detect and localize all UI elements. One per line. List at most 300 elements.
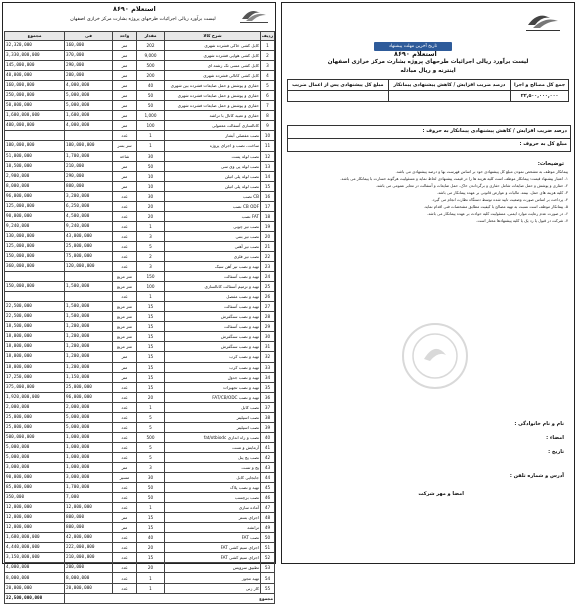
cell-col-qty: 30 <box>137 151 165 161</box>
cell-col-qty: 5 <box>137 422 165 432</box>
header-col-unit: واحد <box>113 32 137 41</box>
amount-in-words-field[interactable]: مبلغ کل به حروف : <box>519 141 567 147</box>
notes-title: توضیحات: <box>537 161 564 167</box>
cell-col-unit: عدد <box>113 553 137 563</box>
cell-col-row: 36 <box>261 392 275 402</box>
table-row <box>5 81 275 91</box>
cell-col-desc: حفاری و تعبیه کانال با تراشه <box>165 111 261 121</box>
cell-col-desc: تهیه مجوز <box>165 573 261 583</box>
table-row <box>5 121 275 131</box>
cell-col-unit: متر <box>113 462 137 472</box>
cell-col-total: 9,240,000 <box>5 221 65 231</box>
cell-col-total: 90,000,000 <box>5 211 65 221</box>
cell-col-price: 3,000,000 <box>65 473 113 483</box>
cell-col-total: 8,000,000 <box>5 573 65 583</box>
cell-col-row: 5 <box>261 81 275 91</box>
cell-col-unit: عدد <box>113 231 137 241</box>
cell-col-total: 12,000,000 <box>5 513 65 523</box>
cell-col-total: 10,500,000 <box>5 161 65 171</box>
cell-col-row: 43 <box>261 462 275 472</box>
cell-col-qty: 500 <box>137 61 165 71</box>
cell-col-desc: اجرای سیم کشی FAT <box>165 553 261 563</box>
table-row <box>5 101 275 111</box>
cell-col-qty: 5 <box>137 442 165 452</box>
cell-col-qty: 15 <box>137 352 165 362</box>
cell-col-row: 13 <box>261 161 275 171</box>
cell-col-total <box>5 131 65 141</box>
cell-col-price: 1,600,000 <box>65 111 113 121</box>
cell-col-desc: حفاری و پوشش و حمل ضایعات فشرده شهری <box>165 91 261 101</box>
cell-col-qty: 50 <box>137 161 165 171</box>
table-row <box>5 312 275 322</box>
cell-col-unit: متر <box>113 161 137 171</box>
cell-col-desc: کابل کشی هوایی فشرده شهری <box>165 51 261 61</box>
cell-col-price: 370,000 <box>65 51 113 61</box>
cell-col-qty: 3 <box>137 462 165 472</box>
cell-col-row: 18 <box>261 211 275 221</box>
cell-col-total: 3,150,000,000 <box>5 553 65 563</box>
cell-col-price: 800,000 <box>65 181 113 191</box>
cell-col-unit: عدد <box>113 533 137 543</box>
table-row <box>5 533 275 543</box>
cell-col-qty: 20 <box>137 201 165 211</box>
cell-col-price: 20,000,000 <box>65 583 113 593</box>
cell-col-qty: 5 <box>137 452 165 462</box>
cell-col-price: 160,000 <box>65 41 113 51</box>
cell-col-price: 2,000,000 <box>65 402 113 412</box>
cell-col-row: 25 <box>261 282 275 292</box>
cell-col-unit: متر <box>113 181 137 191</box>
cell-col-price: 1,000,000 <box>65 452 113 462</box>
cell-col-price <box>65 292 113 302</box>
cell-col-total <box>5 272 65 282</box>
price-list-title: لیست برآورد ریالی اجرائیات طرحهای پروژه بشارت مرکز خرازی اصفهان <box>70 17 216 22</box>
cell-col-qty: 40 <box>137 81 165 91</box>
note-item: ۳- کلیه هزینه های حمل، بیمه، مالیات و عوارض قانونی بر عهده پیمانکار می باشد. <box>436 190 568 195</box>
cell-col-desc: نصب تیر فلزی <box>165 251 261 261</box>
cell-col-row: 50 <box>261 533 275 543</box>
offer-percent-field[interactable] <box>388 91 511 102</box>
cell-col-total: 2,900,000 <box>5 171 65 181</box>
cell-col-desc: نصب لوله پلی اتیلن <box>165 171 261 181</box>
cell-col-qty: 5 <box>137 241 165 251</box>
cell-col-desc: کانالسازی آسفالت معمولی <box>165 121 261 131</box>
cell-col-qty: 20 <box>137 563 165 573</box>
inquiry-number: استعلام ۸۶۹۰ <box>394 50 437 58</box>
cell-col-price: 9,240,000 <box>65 221 113 231</box>
cell-col-qty: 15 <box>137 322 165 332</box>
table-row <box>5 251 275 261</box>
note-item: پیمانکار موظف به مشخص نمودن مبلغ کل پیشنهادی خود بر اساس فهرست بها و درصد پیشنهادی می باشد. <box>395 169 568 174</box>
table-row <box>5 41 275 51</box>
cell-col-total: 3,000,000 <box>5 462 65 472</box>
cell-col-row: 54 <box>261 573 275 583</box>
cell-col-row: 35 <box>261 382 275 392</box>
cell-col-price: 7,000 <box>65 493 113 503</box>
offer-table <box>287 79 569 102</box>
cell-col-price: 222,000,000 <box>65 543 113 553</box>
cell-col-total: 4,440,000,000 <box>5 543 65 553</box>
cell-col-qty: 10 <box>137 171 165 181</box>
cell-col-row: 19 <box>261 221 275 231</box>
note-item: ۱- اعتبار پیشنهاد قیمت: پیمانکار موظف است کلیه هزینه ها را در قیمت پیشنهادی لحاظ نماید و مسئولیت هرگونه خسارت با پیمانکار می باشد. <box>340 176 568 181</box>
cell-col-desc: کابل کشی خاکی فشرده شهری <box>165 41 261 51</box>
cell-col-qty: 1 <box>137 573 165 583</box>
cell-col-price: 42,000,000 <box>65 533 113 543</box>
cell-col-price: 5,000,000 <box>65 412 113 422</box>
cell-col-unit: عدد <box>113 262 137 272</box>
cell-col-price: 1,500,000 <box>65 312 113 322</box>
cell-col-row: 15 <box>261 181 275 191</box>
cell-col-row: 42 <box>261 452 275 462</box>
cell-col-row: 7 <box>261 101 275 111</box>
cell-col-row: 53 <box>261 563 275 573</box>
cell-col-price: 1,200,000 <box>65 342 113 352</box>
cell-col-desc: جابجایی کابل <box>165 473 261 483</box>
cell-col-row: 41 <box>261 442 275 452</box>
price-list-table <box>4 31 275 604</box>
cell-col-qty: 50 <box>137 483 165 493</box>
offer-header-percent: درصد ضریب افزایش / کاهش پیشنهادی پیمانکار <box>388 80 511 91</box>
cell-col-unit: مسیر <box>113 473 137 483</box>
cell-col-total: 12,000,000 <box>5 503 65 513</box>
cell-col-qty: 15 <box>137 513 165 523</box>
cell-col-qty: 1 <box>137 503 165 513</box>
cell-col-desc: تهیه و نصب آسفالت <box>165 302 261 312</box>
cell-col-total: 18,000,000 <box>5 342 65 352</box>
cell-col-unit: متر <box>113 372 137 382</box>
table-row <box>5 362 275 372</box>
cell-col-price: 6,250,000 <box>65 201 113 211</box>
cell-col-price: 1,200,000 <box>65 352 113 362</box>
table-row <box>5 503 275 513</box>
footer-name-label[interactable]: نام و نام خانوادگی : <box>514 421 564 427</box>
table-row <box>5 262 275 272</box>
cell-col-total: 25,000,000 <box>5 422 65 432</box>
offer-header-final: مبلغ کل پیشنهادی پس از اعمال ضریب <box>288 80 389 91</box>
cell-col-price: 5,000,000 <box>65 91 113 101</box>
cell-col-price: 8,000,000 <box>65 573 113 583</box>
cell-col-total: 250,000,000 <box>5 91 65 101</box>
cell-col-desc: تهیه و نصب پلاک <box>165 483 261 493</box>
cell-col-price: 4,500,000 <box>65 211 113 221</box>
cell-col-unit: عدد <box>113 543 137 553</box>
cell-col-unit: متر <box>113 523 137 533</box>
cell-col-total: 18,000,000 <box>5 332 65 342</box>
cell-col-unit: متر <box>113 41 137 51</box>
table-row <box>5 221 275 231</box>
cell-col-total: 3,330,000,000 <box>5 51 65 61</box>
note-item: ۲- حفاری و پوشش و حمل ضایعات شامل حفاری و برگرداندن خاک، حمل ضایعات و آسفالت در معابر عمومی می باشد. <box>375 183 568 188</box>
table-row <box>5 513 275 523</box>
cell-col-desc: نصب و راه اندازی fat/otbiodc <box>165 432 261 442</box>
cell-col-qty: 1 <box>137 292 165 302</box>
cell-col-unit: متر <box>113 91 137 101</box>
cell-col-total: 22,500,000 <box>5 312 65 322</box>
cell-col-total: 51,000,000 <box>5 151 65 161</box>
cell-col-row: 20 <box>261 231 275 241</box>
cell-col-desc: حفاری و پوشش و حمل ضایعات فشرده شهری <box>165 101 261 111</box>
cell-col-qty: 50 <box>137 101 165 111</box>
cell-col-desc: آماده سازی <box>165 503 261 513</box>
cell-col-desc: تطبیق سرویس <box>165 563 261 573</box>
cell-col-desc: تهیه و نصب تجهیزات <box>165 382 261 392</box>
cell-col-row: 24 <box>261 272 275 282</box>
table-row <box>5 292 275 302</box>
cell-col-price: 1,700,000 <box>65 483 113 493</box>
table-row <box>5 332 275 342</box>
cell-col-row: 40 <box>261 432 275 442</box>
cell-col-qty: 40 <box>137 533 165 543</box>
cell-col-qty: 20 <box>137 211 165 221</box>
cell-col-desc: نصب لوله پی وی سی <box>165 161 261 171</box>
table-row <box>5 282 275 292</box>
cell-col-qty: 5 <box>137 412 165 422</box>
cell-col-row: 12 <box>261 151 275 161</box>
cell-col-total: 40,000,000 <box>5 71 65 81</box>
table-row <box>5 422 275 432</box>
cell-col-unit: متر <box>113 71 137 81</box>
cell-col-row: 6 <box>261 91 275 101</box>
cell-col-qty: 1 <box>137 583 165 593</box>
cell-col-unit: متر مربع <box>113 272 137 282</box>
cell-col-row: 37 <box>261 402 275 412</box>
cell-col-price: 25,000,000 <box>65 241 113 251</box>
cell-col-row: 32 <box>261 352 275 362</box>
table-row <box>5 131 275 141</box>
cell-col-price: 4,000,000 <box>65 121 113 131</box>
cell-col-desc: کابل کشی مسی تک رشته ای <box>165 61 261 71</box>
cell-col-price: 43,000,000 <box>65 231 113 241</box>
percent-in-words-field[interactable]: درصد ضریب افزایش / کاهش پیشنهادی پیمانکار به حروف : <box>288 126 570 139</box>
cell-col-price: 1,150,000 <box>65 372 113 382</box>
cell-col-row: 49 <box>261 523 275 533</box>
table-row <box>5 71 275 81</box>
cell-col-unit: شاخه <box>113 151 137 161</box>
cell-col-price: 1,200,000 <box>65 322 113 332</box>
cell-col-unit: متر مربع <box>113 282 137 292</box>
cell-col-unit: متر <box>113 61 137 71</box>
cell-col-row: 10 <box>261 131 275 141</box>
cell-col-row: 51 <box>261 543 275 553</box>
table-row <box>5 352 275 362</box>
table-row <box>5 111 275 121</box>
table-row <box>5 583 275 593</box>
table-row <box>5 372 275 382</box>
total-row <box>5 593 275 603</box>
cell-col-unit: عدد <box>113 412 137 422</box>
cell-col-price <box>65 272 113 282</box>
cell-col-qty: 15 <box>137 523 165 533</box>
header-col-desc: شرح کالا <box>165 32 261 41</box>
cell-col-unit: عدد <box>113 131 137 141</box>
cell-col-total: 1,600,000,000 <box>5 111 65 121</box>
cell-col-qty: 20 <box>137 543 165 553</box>
note-item: ۴- پرداخت بر اساس صورت وضعیت تایید شده توسط دستگاه نظارت انجام می گیرد. <box>431 197 568 202</box>
total-label: مجموع <box>65 593 275 603</box>
table-row <box>5 181 275 191</box>
cell-col-unit: متر <box>113 81 137 91</box>
cell-col-qty: 20 <box>137 392 165 402</box>
cell-col-price: 1,500,000 <box>65 302 113 312</box>
cell-col-qty: 3 <box>137 262 165 272</box>
table-row <box>5 493 275 503</box>
cell-col-total: 18,500,000 <box>5 322 65 332</box>
offer-words-box <box>287 125 571 152</box>
footer-address-label[interactable]: آدرس و شماره تلفن : <box>509 473 564 479</box>
header-col-row: ردیف <box>261 32 275 41</box>
table-row <box>5 412 275 422</box>
table-row <box>5 191 275 201</box>
cell-col-unit: سر بسر <box>113 141 137 151</box>
cell-col-unit: متر مربع <box>113 342 137 352</box>
notes-body <box>288 169 568 225</box>
cell-col-price: 1,000,000 <box>65 432 113 442</box>
cell-col-total <box>5 292 65 302</box>
cell-col-qty: 30 <box>137 191 165 201</box>
cell-col-qty: 50 <box>137 91 165 101</box>
header-col-qty: مقدار <box>137 32 165 41</box>
cell-col-unit: عدد <box>113 251 137 261</box>
cell-col-total: 1,680,000,000 <box>5 533 65 543</box>
cell-col-unit: عدد <box>113 493 137 503</box>
cell-col-total: 500,000,000 <box>5 432 65 442</box>
company-logo-icon <box>236 5 272 25</box>
cell-col-row: 33 <box>261 362 275 372</box>
cell-col-qty: 202 <box>137 41 165 51</box>
cell-col-unit: عدد <box>113 382 137 392</box>
footer-date-label[interactable]: تاریخ : <box>548 449 564 455</box>
cell-col-unit: متر مربع <box>113 332 137 342</box>
table-row <box>5 452 275 462</box>
cell-col-row: 38 <box>261 412 275 422</box>
cell-col-desc: تهیه و نصب مفصل <box>165 292 261 302</box>
cell-col-unit: متر مربع <box>113 322 137 332</box>
table-row <box>5 473 275 483</box>
cell-col-row: 44 <box>261 473 275 483</box>
cell-col-desc: ساخت، نصب و اجرای پروژه <box>165 141 261 151</box>
cell-col-total: 5,000,000 <box>5 452 65 462</box>
table-row <box>5 272 275 282</box>
cell-col-desc: اجرای سیم کشی FAT <box>165 543 261 553</box>
cell-col-qty: 15 <box>137 342 165 352</box>
table-row <box>5 483 275 493</box>
cell-col-row: 17 <box>261 201 275 211</box>
table-row <box>5 543 275 553</box>
cell-col-qty: 100 <box>137 121 165 131</box>
note-item: ۶- در صورت عدم رعایت موارد ایمنی، مسئولیت کلیه حوادث بر عهده پیمانکار می باشد. <box>427 211 568 216</box>
cell-col-total: 100,000,000 <box>5 141 65 151</box>
cell-col-total: 85,000,000 <box>5 483 65 493</box>
cell-col-price: 120,000,000 <box>65 262 113 272</box>
cell-col-total: 4,000,000 <box>5 563 65 573</box>
price-list-sheet <box>2 2 276 601</box>
cell-col-desc: نصب تیر بتنی <box>165 231 261 241</box>
cell-col-row: 28 <box>261 312 275 322</box>
cell-col-qty: 15 <box>137 553 165 563</box>
table-row <box>5 91 275 101</box>
table-row <box>5 462 275 472</box>
cell-col-row: 29 <box>261 322 275 332</box>
cell-col-unit: عدد <box>113 221 137 231</box>
table-row <box>5 51 275 61</box>
offer-form-sheet <box>281 2 575 564</box>
cell-col-row: 52 <box>261 553 275 563</box>
cell-col-price: 1,200,000 <box>65 362 113 372</box>
cell-col-unit: متر <box>113 171 137 181</box>
table-row <box>5 382 275 392</box>
cell-col-desc: نصب تیر چوبی <box>165 221 261 231</box>
cell-col-desc: تهیه و نصب کرب <box>165 362 261 372</box>
cell-col-desc: تهیه و ترمیم آسفالت کانالسازی <box>165 282 261 292</box>
cell-col-row: 14 <box>261 171 275 181</box>
cell-col-qty: 15 <box>137 372 165 382</box>
cell-col-unit: عدد <box>113 241 137 251</box>
offer-subtitle: اینترنه و ریال مبادله <box>400 68 456 74</box>
table-row <box>5 563 275 573</box>
cell-col-total: 1,920,000,000 <box>5 392 65 402</box>
cell-col-row: 30 <box>261 332 275 342</box>
cell-col-total: 145,000,000 <box>5 61 65 71</box>
cell-col-unit: عدد <box>113 292 137 302</box>
cell-col-desc: تهیه و نصب جدول <box>165 372 261 382</box>
cell-col-row: 39 <box>261 422 275 432</box>
cell-col-price: 1,000,000 <box>65 442 113 452</box>
table-row <box>5 442 275 452</box>
table-body <box>5 41 275 604</box>
cell-col-price: 5,000,000 <box>65 422 113 432</box>
cell-col-total: 360,000,000 <box>5 262 65 272</box>
deadline-badge: تاریخ آخرین مهلت پیشنهاد <box>374 42 452 51</box>
cell-col-total: 2,000,000 <box>5 402 65 412</box>
cell-col-total: 18,000,000 <box>5 352 65 362</box>
cell-col-unit: عدد <box>113 211 137 221</box>
inquiry-number: استعلام ۸۶۹۰ <box>113 5 156 13</box>
cell-col-total: 400,000,000 <box>5 121 65 131</box>
offer-header-total: جمع کل مصالح و اجرا <box>511 80 569 91</box>
cell-col-qty: 15 <box>137 302 165 312</box>
cell-col-price: 1,200,000 <box>65 332 113 342</box>
cell-col-price: 800,000 <box>65 523 113 533</box>
cell-col-desc: تهیه و نصب آسفالت <box>165 322 261 332</box>
note-item: ۷- شرکت در قبول یا رد یک یا کلیه پیشنهادها مختار است. <box>476 218 568 223</box>
cell-col-qty: 1 <box>137 141 165 151</box>
cell-col-price: 200,000 <box>65 563 113 573</box>
cell-col-desc: تهیه و نصب سنگفرش <box>165 312 261 322</box>
cell-col-row: 46 <box>261 493 275 503</box>
cell-col-unit: عدد <box>113 392 137 402</box>
cell-col-unit: متر <box>113 362 137 372</box>
table-row <box>5 432 275 442</box>
cell-col-row: 27 <box>261 302 275 312</box>
table-row <box>5 61 275 71</box>
cell-col-desc: تهیه و نصب سنگفرش <box>165 332 261 342</box>
cell-col-unit: متر <box>113 111 137 121</box>
cell-col-unit: عدد <box>113 503 137 513</box>
cell-col-qty: 1 <box>137 221 165 231</box>
offer-final-field[interactable] <box>288 91 389 102</box>
table-header-row <box>5 32 275 41</box>
table-row <box>5 573 275 583</box>
cell-col-unit: عدد <box>113 422 137 432</box>
cell-col-row: 11 <box>261 141 275 151</box>
cell-col-desc: CB ODF نصب <box>165 201 261 211</box>
cell-col-unit: متر مربع <box>113 312 137 322</box>
cell-col-price: 25,000,000 <box>65 382 113 392</box>
cell-col-desc: تهیه و نصب کرب <box>165 352 261 362</box>
footer-sign-label[interactable]: امضاء : <box>546 435 564 441</box>
cell-col-total: 17,250,000 <box>5 372 65 382</box>
